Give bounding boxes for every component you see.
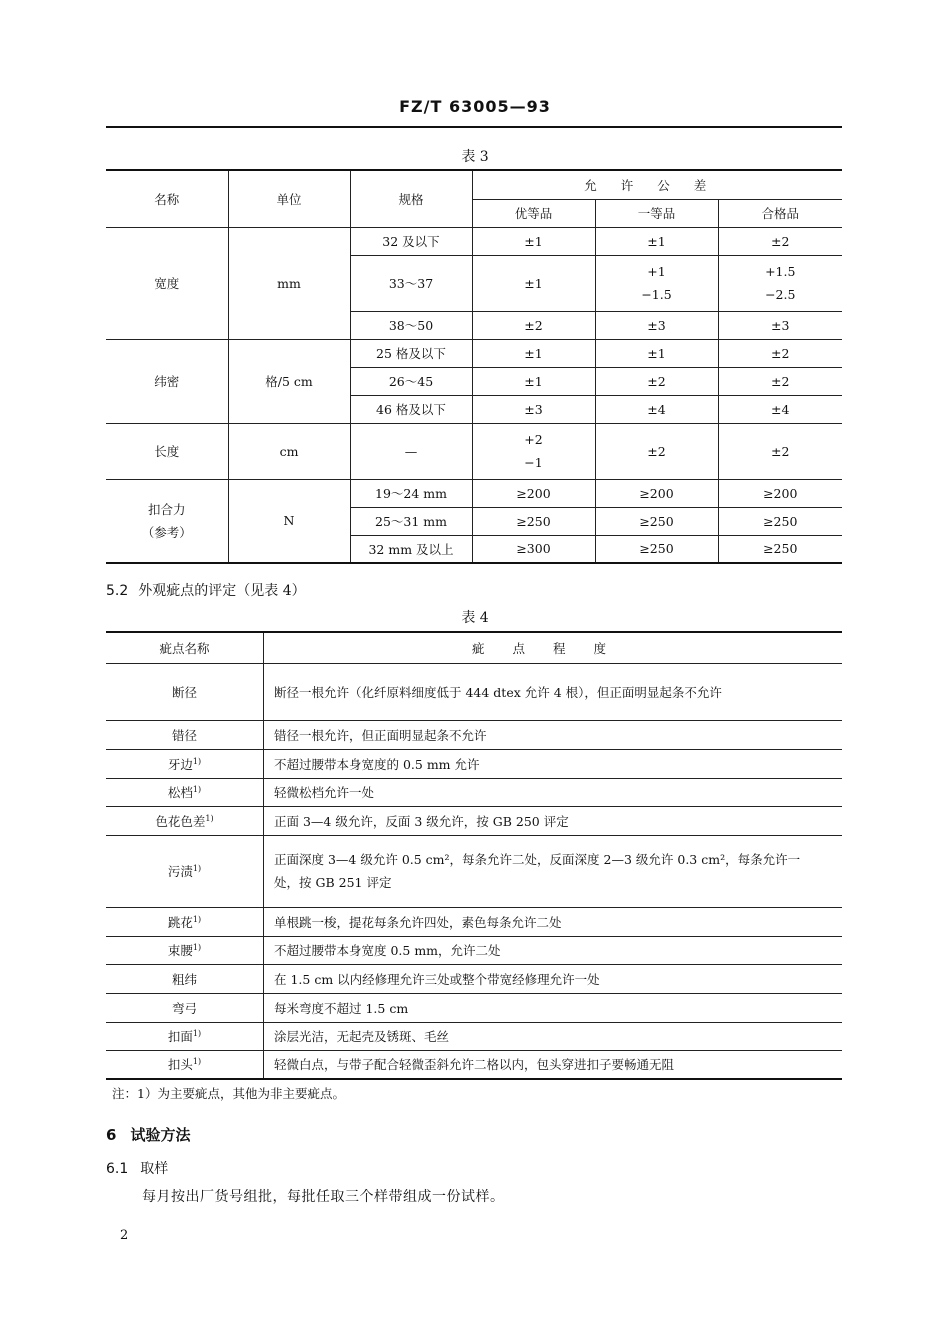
defect-name: 扣头$^{1)}$ (106, 1050, 264, 1079)
value-cell: ≥300 (472, 535, 595, 563)
table-row (106, 339, 842, 367)
defect-desc: 在 1.5 cm 以内经修理允许三处或整个带宽经修理允许一处 (264, 964, 843, 993)
value-cell (595, 255, 718, 311)
value-cell: ±1 (472, 255, 595, 311)
defect-desc-line2: 处，按 GB 251 评定 (274, 875, 392, 890)
value-lower: −1.5 (641, 287, 672, 302)
table4-caption: 表 4 (461, 610, 489, 626)
row-unit-width: mm (228, 227, 350, 339)
value-cell: ±4 (718, 395, 842, 423)
defect-desc: 不超过腰带本身宽度 0.5 mm，允许二处 (264, 936, 843, 964)
spec-cell: 38～50 (350, 311, 472, 339)
header-tolerance: 允许公差 (472, 170, 842, 199)
section-number: 5.2 (106, 583, 129, 599)
value-cell: ±1 (472, 227, 595, 255)
table-row (106, 479, 842, 507)
spec-cell: 32 及以下 (350, 227, 472, 255)
table-row (106, 806, 842, 835)
defect-desc: 错径一根允许，但正面明显起条不允许 (264, 720, 843, 749)
defect-name: 粗纬 (106, 964, 264, 993)
defect-desc: 轻微白点，与带子配合轻微歪斜允许二格以内，包头穿进扣子要畅通无阻 (264, 1050, 843, 1079)
spec-cell: 46 格及以下 (350, 395, 472, 423)
value-cell: ≥250 (718, 507, 842, 535)
value-cell: ±1 (595, 339, 718, 367)
defect-name: 污渍$^{1)}$ (106, 835, 264, 907)
value-cell: ±4 (595, 395, 718, 423)
row-name-line2: （参考） (141, 524, 192, 540)
table-row (106, 835, 842, 907)
header-spec: 规格 (350, 170, 472, 227)
value-cell: ±2 (595, 423, 718, 479)
row-unit-weft: 格/5 cm (228, 339, 350, 423)
document-code: FZ/T 63005—93 (399, 97, 551, 116)
spec-cell: — (350, 423, 472, 479)
spec-cell: 19～24 mm (350, 479, 472, 507)
tolerance-table (106, 169, 842, 564)
value-upper: +1 (647, 264, 666, 279)
value-cell: ±2 (718, 423, 842, 479)
table-row (106, 720, 842, 749)
defect-name: 跳花$^{1)}$ (106, 907, 264, 936)
value-cell: ±3 (718, 311, 842, 339)
table3-caption: 表 3 (461, 149, 489, 165)
spec-cell: 25 格及以下 (350, 339, 472, 367)
spec-cell: 26～45 (350, 367, 472, 395)
defect-name: 束腰$^{1)}$ (106, 936, 264, 964)
header-grade-premium: 优等品 (472, 199, 595, 227)
defect-name: 弯弓 (106, 993, 264, 1022)
defect-desc: 每米弯度不超过 1.5 cm (264, 993, 843, 1022)
section-title: 取样 (140, 1161, 169, 1177)
header-defect-name: 疵点名称 (106, 632, 264, 663)
defect-name: 松档$^{1)}$ (106, 778, 264, 806)
defect-desc: 正面 3—4 级允许，反面 3 级允许，按 GB 250 评定 (264, 806, 843, 835)
section-title: 试验方法 (130, 1126, 191, 1144)
table-row (106, 749, 842, 778)
value-cell: ≥200 (718, 479, 842, 507)
table-row (106, 936, 842, 964)
value-lower: −1 (524, 455, 543, 470)
value-cell: ±3 (595, 311, 718, 339)
spec-cell: 33～37 (350, 255, 472, 311)
defect-desc: 断径一根允许（化纤原料细度低于 444 dtex 允许 4 根），但正面明显起条不允许 (264, 663, 843, 720)
header-grade-qualified: 合格品 (718, 199, 842, 227)
defect-desc (264, 835, 843, 907)
table4-note: 注：1）为主要疵点，其他为非主要疵点。 (112, 1086, 345, 1101)
header-unit: 单位 (228, 170, 350, 227)
value-cell: ≥250 (595, 535, 718, 563)
table-row (106, 1050, 842, 1079)
defect-desc: 不超过腰带本身宽度的 0.5 mm 允许 (264, 749, 843, 778)
table-row (106, 964, 842, 993)
spec-cell: 32 mm 及以上 (350, 535, 472, 563)
defect-desc-line1: 正面深度 3—4 级允许 0.5 cm²，每条允许二处，反面深度 2—3 级允许 0.3 cm²，每条允许一 (274, 852, 801, 867)
sampling-paragraph: 每月按出厂货号组批，每批任取三个样带组成一份试样。 (142, 1189, 505, 1205)
value-cell (472, 423, 595, 479)
value-cell: ±1 (595, 227, 718, 255)
table-row (106, 907, 842, 936)
table-row (106, 663, 842, 720)
defect-name: 断径 (106, 663, 264, 720)
section-number: 6.1 (106, 1161, 129, 1177)
spec-cell: 25～31 mm (350, 507, 472, 535)
value-upper: +2 (524, 432, 543, 447)
defect-desc: 轻微松档允许一处 (264, 778, 843, 806)
value-cell: ≥250 (718, 535, 842, 563)
row-name-buckle-force (106, 479, 228, 563)
row-name-length: 长度 (106, 423, 228, 479)
value-cell: ±2 (718, 339, 842, 367)
value-lower: −2.5 (765, 287, 796, 302)
value-cell: ±2 (472, 311, 595, 339)
value-cell: ±2 (595, 367, 718, 395)
header-rule (106, 126, 842, 128)
header-defect-severity: 疵点程度 (264, 632, 843, 663)
section-number: 6 (106, 1126, 117, 1144)
value-upper: +1.5 (765, 264, 796, 279)
value-cell: ±2 (718, 227, 842, 255)
value-cell (718, 255, 842, 311)
table-row (106, 778, 842, 806)
header-grade-first: 一等品 (595, 199, 718, 227)
section-title: 外观疵点的评定（见表 4） (138, 583, 306, 599)
defect-table (106, 631, 842, 1080)
table-row (106, 993, 842, 1022)
section-6-heading (106, 1124, 190, 1145)
value-cell: ≥200 (595, 479, 718, 507)
defect-name: 牙边$^{1)}$ (106, 749, 264, 778)
row-name-weft: 纬密 (106, 339, 228, 423)
section-6-1-heading (106, 1158, 168, 1178)
defect-name: 错径 (106, 720, 264, 749)
value-cell: ±2 (718, 367, 842, 395)
value-cell: ±1 (472, 367, 595, 395)
defect-name: 扣面$^{1)}$ (106, 1022, 264, 1050)
table-row (106, 423, 842, 479)
row-name-width: 宽度 (106, 227, 228, 339)
value-cell: ≥200 (472, 479, 595, 507)
defect-name: 色花色差$^{1)}$ (106, 806, 264, 835)
table-row (106, 227, 842, 255)
value-cell: ≥250 (595, 507, 718, 535)
value-cell: ≥250 (472, 507, 595, 535)
row-unit-length: cm (228, 423, 350, 479)
value-cell: ±3 (472, 395, 595, 423)
row-unit-buckle: N (228, 479, 350, 563)
defect-desc: 单根跳一梭，提花每条允许四处，素色每条允许二处 (264, 907, 843, 936)
table-row (106, 1022, 842, 1050)
header-name: 名称 (106, 170, 228, 227)
page-number: 2 (120, 1228, 129, 1243)
defect-desc: 涂层光洁，无起壳及锈斑、毛丝 (264, 1022, 843, 1050)
section-5-2-heading (106, 580, 306, 600)
value-cell: ±1 (472, 339, 595, 367)
row-name-line1: 扣合力 (147, 501, 186, 517)
